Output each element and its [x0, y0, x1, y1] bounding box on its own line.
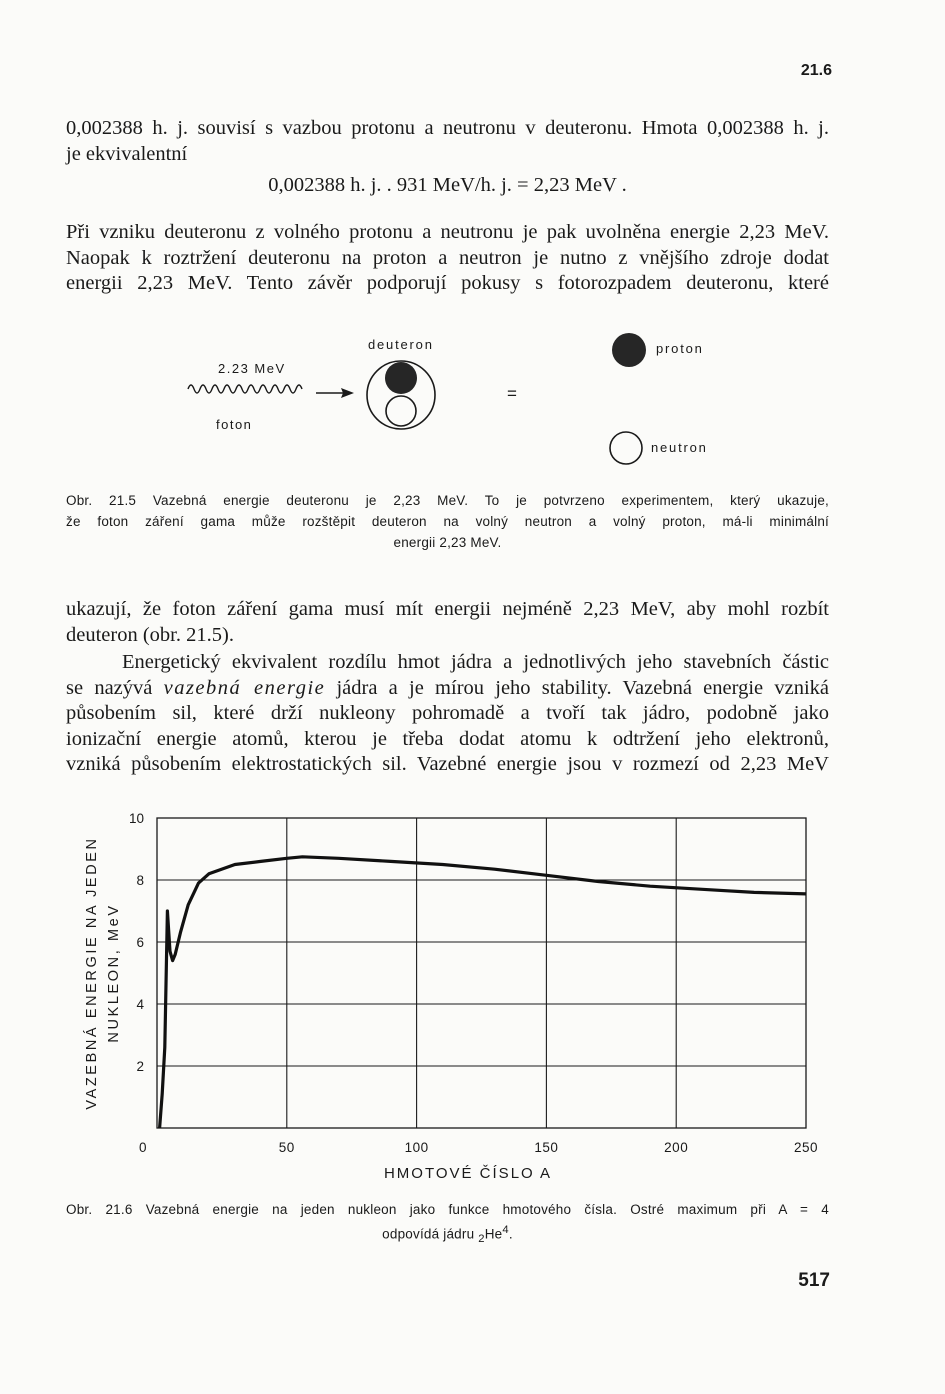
photon-energy-label: 2.23 MeV [218, 361, 286, 376]
text-run: odpovídá jádru [382, 1226, 479, 1242]
text-line: Naopak k roztržení deuteronu na proton a neutron je nutno z vnějšího zdroje dodat [66, 246, 829, 269]
binding-energy-chart [0, 800, 945, 1190]
deuteron-neutron-icon [386, 396, 416, 426]
deuteron-label: deuteron [368, 337, 434, 352]
binding-energy-curve [160, 857, 806, 1128]
figure-21-6-caption [66, 1199, 829, 1250]
text-line: Při vzniku deuteronu z volného protonu a neutronu je pak uvolněna energie 2,23 MeV. [66, 221, 829, 243]
text-line [66, 676, 829, 702]
caption-line: energii 2,23 MeV. [393, 535, 502, 550]
x-tick-label: 250 [793, 1140, 819, 1155]
x-axis-title: HMOTOVÉ ČÍSLO A [383, 1165, 553, 1182]
text-run: He [484, 1226, 503, 1242]
deuteron-proton-icon [385, 362, 417, 394]
y-axis-title-line1: VAZEBNÁ ENERGIE NA JEDEN [84, 836, 100, 1110]
y-tick-label: 4 [136, 997, 144, 1012]
text-line: Energetický ekvivalent rozdílu hmot jádra a jednotlivých jeho stavebních částic [122, 651, 829, 673]
y-tick-label: 6 [136, 935, 144, 950]
text-run: jádra a je mírou jeho stability. Vazebná energie vzniká [325, 676, 830, 699]
x-tick-label: 100 [404, 1140, 429, 1155]
caption-line [66, 1220, 829, 1250]
neutron-icon [610, 432, 642, 464]
section-number: 21.6 [800, 62, 832, 79]
y-axis-ticks [129, 811, 145, 1074]
x-tick-label: 0 [138, 1140, 148, 1155]
figure-21-5-diagram [0, 325, 945, 475]
term-binding-energy: vazebná energie [163, 676, 326, 699]
x-tick-label: 50 [278, 1140, 295, 1155]
paragraph-1 [66, 116, 829, 167]
plot-frame [157, 818, 806, 1128]
text-run: . [508, 1226, 513, 1242]
page-number: 517 [798, 1270, 830, 1291]
y-tick-label: 10 [128, 811, 144, 826]
chart-grid [157, 818, 806, 1128]
figure-21-5-caption [66, 490, 829, 553]
text-line: 0,002388 h. j. souvisí s vazbou protonu a neutronu v deuteronu. Hmota 0,002388 h. j. [66, 117, 829, 139]
text-line: energii 2,23 MeV. Tento závěr podporují pokusy s fotorozpadem deuteronu, které [66, 272, 829, 294]
text-line: působením sil, které drží nukleony pohromadě a tvoří tak jádro, podobně jako [66, 702, 829, 724]
text-line: deuteron (obr. 21.5). [66, 623, 234, 646]
subscript: 2 [478, 1233, 485, 1246]
text-run: se nazývá [66, 676, 164, 699]
y-axis-title-line2: NUKLEON, MeV [106, 903, 122, 1043]
x-tick-label: 200 [664, 1140, 689, 1155]
x-tick-label: 150 [534, 1140, 559, 1155]
text-line: je ekvivalentní [66, 142, 188, 165]
y-tick-label: 8 [136, 873, 144, 888]
equation: 0,002388 h. j. . 931 MeV/h. j. = 2,23 MeV . [268, 174, 627, 196]
caption-line: že foton záření gama může rozštěpit deuteron na volný neutron a volný proton, má-li minimální [66, 514, 829, 529]
neutron-label: neutron [651, 440, 708, 455]
x-axis-ticks [139, 1140, 818, 1155]
proton-icon [612, 333, 646, 367]
paragraph-4 [66, 650, 829, 778]
caption-line: Obr. 21.5 Vazebná energie deuteronu je 2,23 MeV. To je potvrzeno experimentem, který ukazuje, [66, 493, 829, 508]
equals-sign: = [507, 384, 517, 403]
caption-line: Obr. 21.6 Vazebná energie na jeden nukleon jako funkce hmotového čísla. Ostré maximum při A = 4 [66, 1202, 829, 1217]
superscript: 4 [502, 1224, 509, 1236]
photon-label: foton [216, 417, 253, 432]
text-line: vzniká působením elektrostatických sil. Vazebné energie jsou v rozmezí od 2,23 MeV [66, 753, 829, 775]
proton-label: proton [656, 341, 704, 356]
paragraph-2 [66, 220, 829, 297]
text-line: ukazují, že foton záření gama musí mít energii nejméně 2,23 MeV, aby mohl rozbít [66, 598, 829, 620]
photon-wave-icon [188, 385, 302, 393]
paragraph-3 [66, 597, 829, 648]
y-tick-label: 2 [136, 1059, 144, 1074]
text-line: ionizační energie atomů, kterou je třeba dodat atomu k odtržení jeho elektronů, [66, 727, 829, 750]
